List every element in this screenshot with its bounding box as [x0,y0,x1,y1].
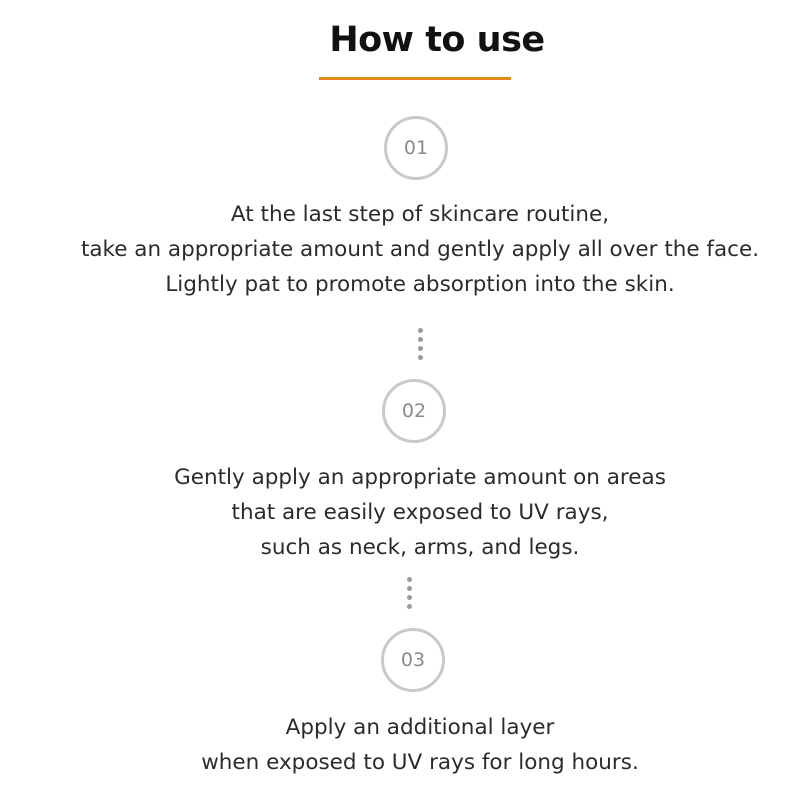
step-1-line-3: Lightly pat to promote absorption into the skin. [165,272,675,297]
dot [407,595,412,600]
dot [418,337,423,342]
step-3-line-2: when exposed to UV rays for long hours. [201,750,639,775]
step-3-line-1: Apply an additional layer [285,715,555,740]
title-underline [319,77,511,80]
step-number-badge-2: 02 [382,379,446,443]
dot [407,577,412,582]
step-2-line-3: such as neck, arms, and legs. [260,535,580,560]
vertical-dots-icon [405,577,413,613]
dot [418,346,423,351]
step-description-2 [0,460,800,565]
step-1-line-2: take an appropriate amount and gently apply all over the face. [80,237,760,262]
vertical-dots-icon [416,328,424,364]
dot [418,355,423,360]
step-description-1 [0,197,800,302]
step-number-badge-1: 01 [384,116,448,180]
step-2-line-1: Gently apply an appropriate amount on areas [174,465,666,490]
step-number-badge-3: 03 [381,628,445,692]
dot [418,328,423,333]
dot [407,604,412,609]
step-1-line-1: At the last step of skincare routine, [230,202,610,227]
step-description-3 [0,710,800,780]
step-2-line-2: that are easily exposed to UV rays, [231,500,609,525]
dot [407,586,412,591]
page-title: How to use [329,20,545,60]
